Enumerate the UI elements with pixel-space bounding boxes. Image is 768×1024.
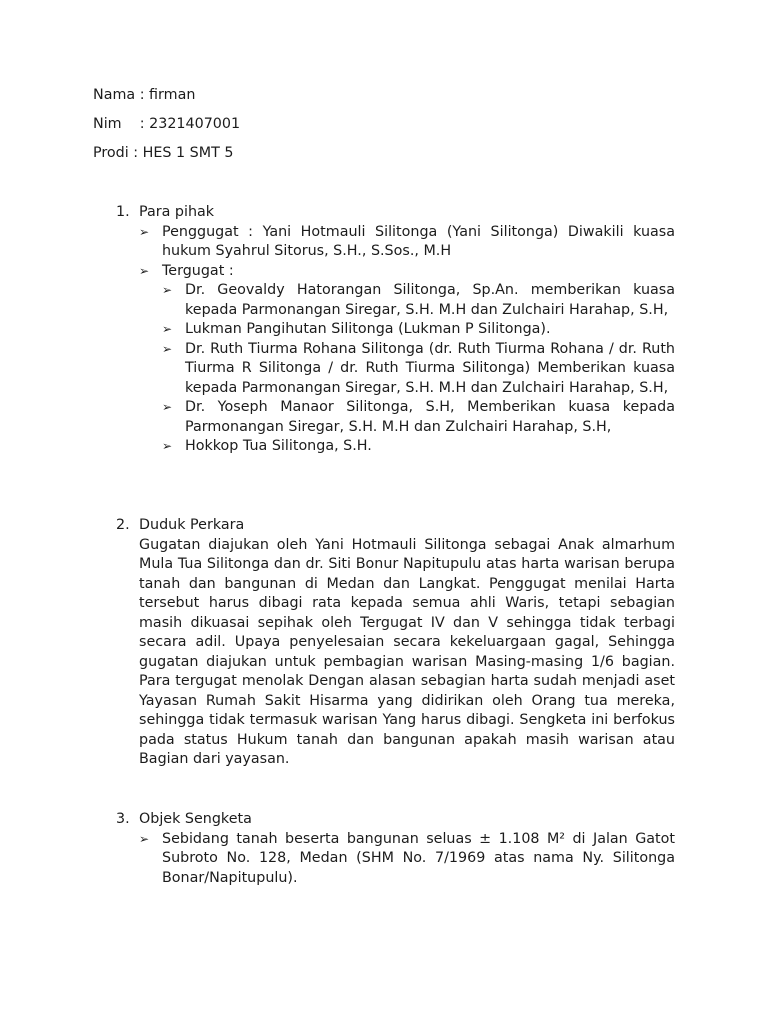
section-1-number: 1. — [116, 204, 130, 220]
section-1 — [139, 203, 675, 457]
penggugat-item — [139, 223, 675, 262]
header-prodi: Prodi : HES 1 SMT 5 — [93, 145, 234, 161]
section-2-number: 2. — [116, 517, 130, 533]
objek-sengketa-item — [139, 830, 675, 889]
section-3 — [139, 810, 675, 888]
arrow-bullet-icon: ➢ — [162, 400, 173, 414]
tergugat-list-item — [162, 437, 675, 457]
tergugat-list-item — [162, 281, 675, 320]
arrow-bullet-icon: ➢ — [162, 322, 173, 336]
arrow-bullet-icon: ➢ — [162, 341, 173, 356]
arrow-bullet-icon: ➢ — [139, 224, 150, 239]
header-nama: Nama : firman — [93, 87, 196, 103]
tergugat-list-item — [162, 398, 675, 437]
arrow-bullet-icon: ➢ — [162, 439, 173, 453]
section-3-title: Objek Sengketa — [139, 811, 252, 827]
tergugat-text: Dr. Ruth Tiurma Rohana Silitonga (dr. Ruth Tiurma Rohana / dr. Ruth Tiurma R Silitonga / dr. Ruth Tiurma Silitonga) Memberikan kuasa kepada Parmonangan Siregar, S.H. M.H dan Zulchairi Harahap, S.H, — [185, 340, 675, 396]
arrow-bullet-icon: ➢ — [139, 263, 150, 278]
tergugat-text: Dr. Geovaldy Hatorangan Silitonga, Sp.An. memberikan kuasa kepada Parmonangan Siregar, S.H. M.H dan Zulchairi Harahap, S.H, — [185, 282, 675, 318]
tergugat-list-item — [162, 320, 675, 340]
duduk-perkara-text: Gugatan diajukan oleh Yani Hotmauli Silitonga sebagai Anak almarhum Mula Tua Silitonga dan dr. Siti Bonur Napitupulu atas harta warisan berupa tanah dan bangunan di Medan dan Langkat. Penggugat menilai Harta tersebut harus dibagi rata kepada semua ahli Waris, tetapi sebagian masih dikuasai sepihak oleh Tergugat IV dan V sehingga tidak terbagi secara adil. Upaya penyelesaian secara kekeluargaan gagal, Sehingga gugatan diajukan untuk pembagian warisan Masing-masing 1/6 bagian. Para tergugat menolak Dengan alasan sebagian harta sudah menjadi aset Yayasan Rumah Sakit Hisarma yang didirikan oleh Orang tua mereka, sehingga tidak termasuk warisan Yang harus dibagi. Sengketa ini berfokus pada status Hukum tanah dan bangunan apakah masih warisan atau Bagian dari yayasan. — [139, 536, 675, 767]
tergugat-item — [139, 262, 675, 282]
tergugat-text: Dr. Yoseph Manaor Silitonga, S.H, Memberikan kuasa kepada Parmonangan Siregar, S.H. M.H dan Zulchairi Harahap, S.H, — [185, 399, 675, 435]
section-2-title: Duduk Perkara — [139, 517, 245, 533]
objek-sengketa-text: Sebidang tanah beserta bangunan seluas ± 1.108 M² di Jalan Gatot Subroto No. 128, Medan (SHM No. 7/1969 atas nama Ny. Silitonga Bonar/Napitupulu). — [162, 830, 675, 886]
tergugat-text: Lukman Pangihutan Silitonga (Lukman P Silitonga). — [185, 321, 551, 337]
section-1-title: Para pihak — [139, 204, 215, 220]
section-3-number: 3. — [116, 811, 130, 827]
tergugat-text: Hokkop Tua Silitonga, S.H. — [185, 438, 372, 454]
section-2 — [139, 516, 675, 770]
arrow-bullet-icon: ➢ — [162, 283, 173, 297]
header-nim: Nim : 2321407001 — [93, 116, 241, 132]
penggugat-text: Penggugat : Yani Hotmauli Silitonga (Yani Silitonga) Diwakili kuasa hukum Syahrul Sitorus, S.H., S.Sos., M.H — [162, 223, 675, 259]
arrow-bullet-icon: ➢ — [139, 831, 150, 846]
tergugat-label: Tergugat : — [162, 262, 234, 279]
tergugat-list-item — [162, 340, 675, 399]
